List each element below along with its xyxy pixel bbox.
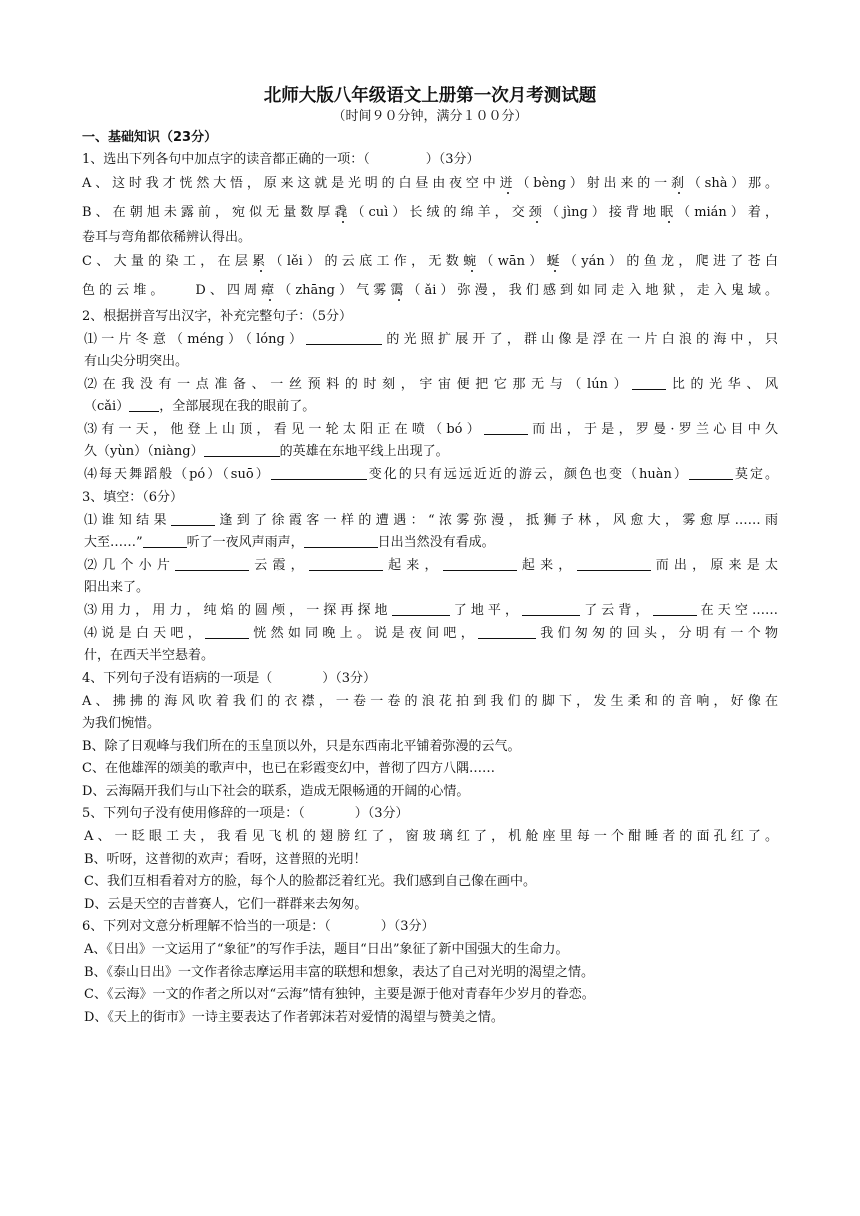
q1-stem: 1、选出下列各句中加点字的读音都正确的一项：（ ）（3分） [82,152,480,167]
q2-item-3: ⑶有一天，他登上山顶，看见一轮太阳正在喷（bó） 而出，于是，罗曼·罗兰心目中久 [84,422,778,437]
q2-item-1: ⑴一片冬意（méng）（lóng） 的光照扩展开了，群山像是浮在一片白浪的海中，只 [84,332,778,347]
exam-title: 北师大版八年级语文上册第一次月考测试题 [263,86,597,106]
q3-item-2: ⑵几个小片 云霞， 起来， 起来， 而出，原来是太 [84,558,778,573]
q4-option-d: D、云海隔开我们与山下社会的联系，造成无限畅通的开阔的心情。 [82,784,470,799]
q6-option-a: A、《日出》一文运用了“象征”的写作手法，题目“日出”象征了新中国强大的生命力。 [84,942,569,957]
q1-option-c: C、大量的染工，在层累（lěi）的云底工作，无数蜿（wān）蜒（yán）的鱼龙，爬进了苍白 [82,254,778,269]
q5-option-c: C、我们互相看着对方的脸，每个人的脸都泛着红光。我们感到自己像在画中。 [84,874,536,889]
q1-option-a: A、这时我才恍然大悟，原来这就是光明的白昼由夜空中迸（bèng）射出来的一刹（shà）那。 [82,176,778,191]
q3-item-1: ⑴谁知结果 逢到了徐霞客一样的遭遇：“浓雾弥漫，抵狮子林，风愈大，雾愈厚……雨 [84,513,778,528]
q3-stem: 3、填空：（6分） [82,490,184,505]
q5-option-d: D、云是天空的吉普赛人，它们一群群来去匆匆。 [84,897,368,912]
q2-stem: 2、根据拼音写出汉字，补充完整句子：（5分） [82,309,353,324]
exam-subtitle: （时间９０分钟，满分１００分） [332,109,528,124]
q2-item-4: ⑷每天舞蹈般（pó）（suō） 变化的只有远远近近的游云，颜色也变（huàn） 莫定。 [84,467,778,482]
q2-item-2-cont: （cǎi） ，全部展现在我的眼前了。 [84,399,316,414]
q4-option-a-cont: 为我们惋惜。 [82,716,161,731]
q1-option-b: B、在朝旭未露前，宛似无量数厚毳（cuì）长绒的绵羊，交颈（jìng）接背地眠（mián）着， [82,205,778,220]
q5-option-b: B、听呀，这普彻的欢声；看呀，这普照的光明！ [84,852,367,867]
q6-option-b: B、《泰山日出》一文作者徐志摩运用丰富的联想和想象，表达了自己对光明的渴望之情。 [84,965,595,980]
q5-stem: 5、下列句子没有使用修辞的一项是：（ ）（3分） [82,806,409,821]
q6-option-c: C、《云海》一文的作者之所以对“云海”情有独钟，主要是源于他对青春年少岁月的眷恋。 [84,987,595,1002]
q2-item-1-cont: 有山尖分明突出。 [84,354,189,369]
q2-item-2: ⑵在我没有一点准备、一丝预料的时刻，宇宙便把它那无与（lún） 比的光华、风 [84,377,778,392]
q4-option-a: A、拂拂的海风吹着我们的衣襟，一卷一卷的浪花拍到我们的脚下，发生柔和的音响，好像在 [82,694,778,709]
q3-item-4-cont: 什，在西天半空悬着。 [84,648,215,663]
q3-item-2-cont: 阳出来了。 [84,580,150,595]
q1-option-c-d: 色的云堆。 D、四周瘴（zhāng）气雾霭（ǎi）弥漫，我们感到如同走入地狱，走入鬼域。 [82,283,778,298]
q3-item-4: ⑷说是白天吧， 恍然如同晚上。说是夜间吧， 我们匆匆的回头，分明有一个物 [84,626,778,641]
q6-option-d: D、《天上的街市》一诗主要表达了作者郭沫若对爱情的渴望与赞美之情。 [84,1010,504,1025]
q4-option-b: B、除了日观峰与我们所在的玉皇顶以外，只是东西南北平铺着弥漫的云气。 [82,739,521,754]
q6-stem: 6、下列对文意分析理解不恰当的一项是：（ ）（3分） [82,919,435,934]
q3-item-3: ⑶用力，用力，纯焰的圆颅，一探再探地 了地平， 了云背， 在天空…… [84,603,778,618]
q2-item-3-cont: 久（yùn）（niàng） 的英雄在东地平线上出现了。 [84,444,449,459]
q5-option-a: A、一眨眼工夫，我看见飞机的翅膀红了，窗玻璃红了，机舱座里每一个酣睡者的面孔红了。 [84,829,778,844]
q3-item-1-cont: 大至……” 听了一夜风声雨声， 日出当然没有看成。 [84,535,495,550]
q4-option-c: C、在他雄浑的颂美的歌声中，也已在彩霞变幻中，普彻了四方八隅…… [82,761,495,776]
section-heading: 一、基础知识（23分） [82,130,218,145]
q1-option-b-cont: 卷耳与弯角都依稀辨认得出。 [82,230,252,245]
q4-stem: 4、下列句子没有语病的一项是（ ）（3分） [82,671,377,686]
